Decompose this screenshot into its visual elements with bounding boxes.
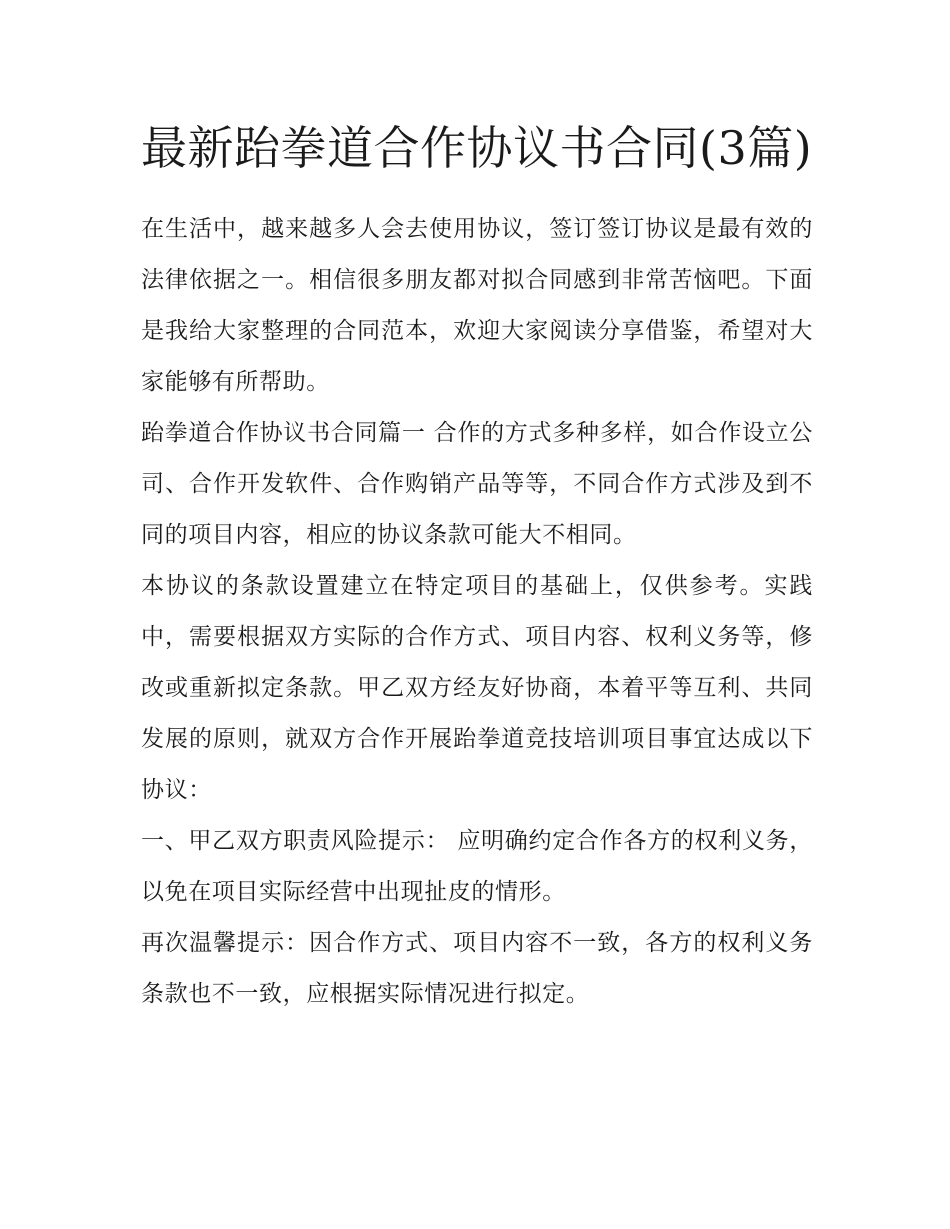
- paragraph-intro: 在生活中，越来越多人会去使用协议，签订签订协议是最有效的法律依据之一。相信很多朋友都对拟合同感到非常苦恼吧。下面是我给大家整理的合同范本，欢迎大家阅读分享借鉴，希望对大家能够有所帮助。: [141, 216, 813, 395]
- paragraph-duties-risk: 一、甲乙双方职责风险提示： 应明确约定合作各方的权利义务，以免在项目实际经营中出现扯皮的情形。: [141, 828, 813, 905]
- document-title: 最新跆拳道合作协议书合同(3篇): [141, 121, 813, 175]
- paragraph-terms-note: 本协议的条款设置建立在特定项目的基础上，仅供参考。实践中，需要根据双方实际的合作方式、项目内容、权利义务等，修改或重新拟定条款。甲乙双方经友好协商，本着平等互利、共同发展的原则，就双方合作开展跆拳道竞技培训项目事宜达成以下协议：: [141, 573, 813, 803]
- paragraph-section-one: 跆拳道合作协议书合同篇一 合作的方式多种多样，如合作设立公司、合作开发软件、合作购销产品等等，不同合作方式涉及到不同的项目内容，相应的协议条款可能大不相同。: [141, 420, 813, 548]
- document-body: [141, 112, 813, 1020]
- paragraph-reminder: 再次温馨提示：因合作方式、项目内容不一致，各方的权利义务条款也不一致，应根据实际情况进行拟定。: [141, 930, 813, 1007]
